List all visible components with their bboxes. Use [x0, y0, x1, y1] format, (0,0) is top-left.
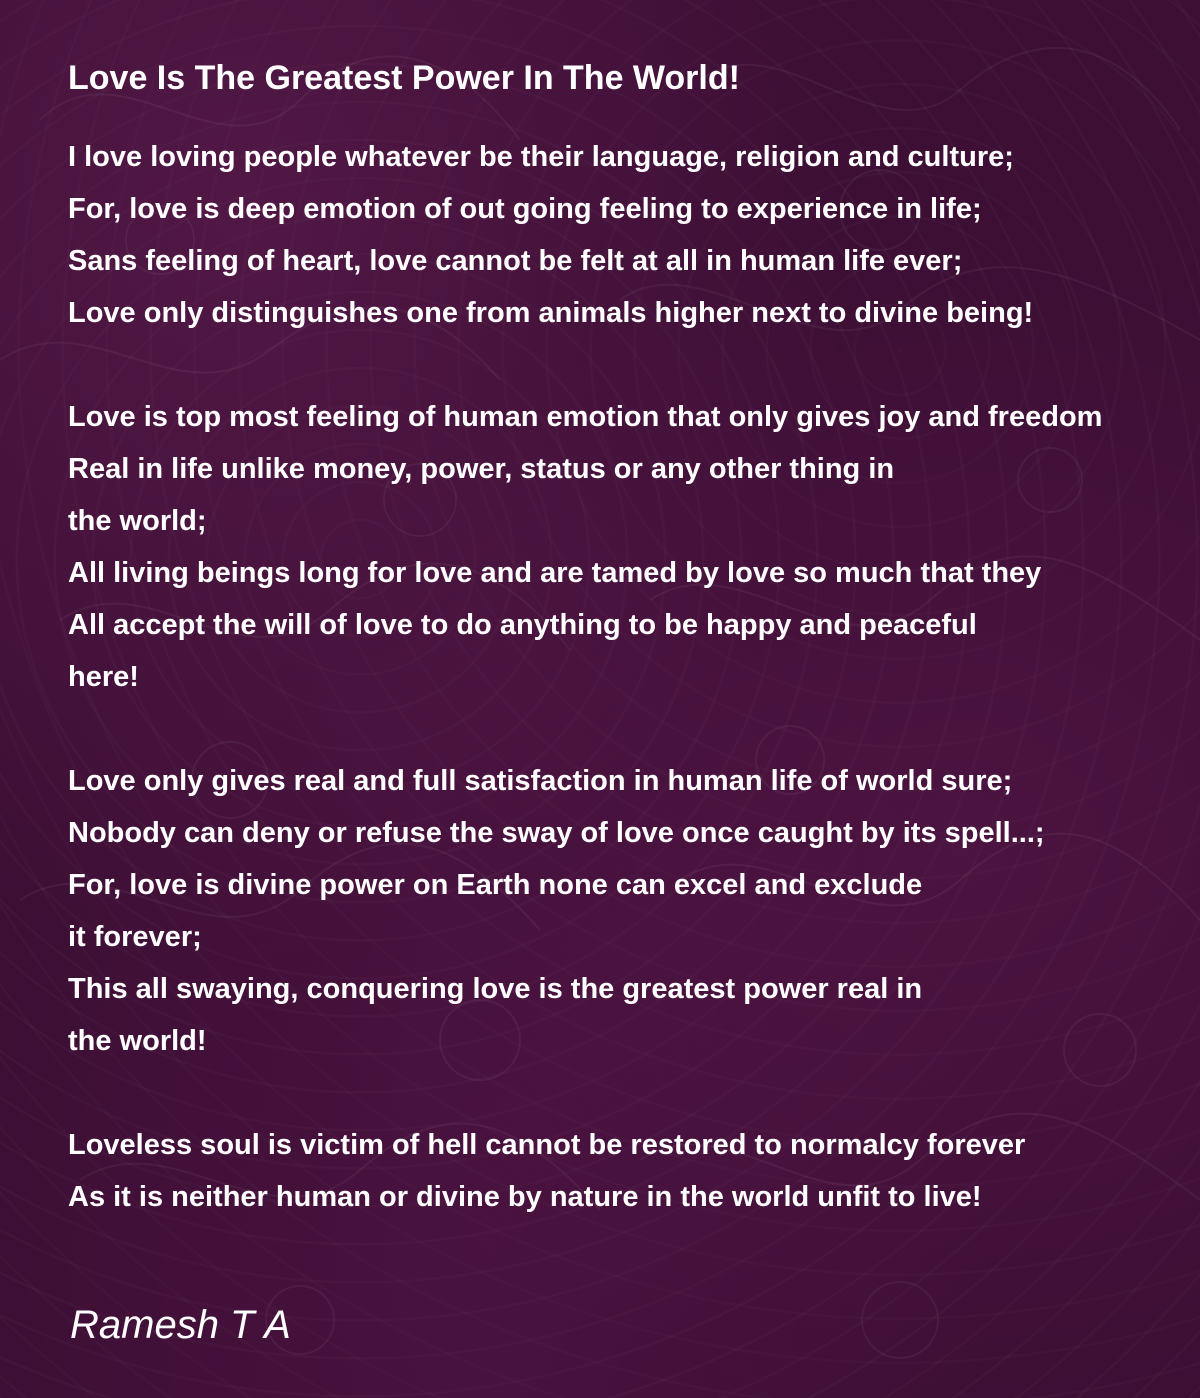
poem-line: Love is top most feeling of human emotion that only gives joy and freedom	[68, 401, 1103, 433]
poem-line: All living beings long for love and are tamed by love so much that they	[68, 557, 1042, 589]
poem-line: the world!	[68, 1025, 207, 1057]
poem-line: For, love is divine power on Earth none can excel and exclude	[68, 869, 923, 901]
poem-line: Real in life unlike money, power, status or any other thing in	[68, 453, 895, 485]
poem-line: Sans feeling of heart, love cannot be felt at all in human life ever;	[68, 245, 963, 277]
poem-line: All accept the will of love to do anything to be happy and peaceful	[68, 609, 977, 641]
poem-line: Love only distinguishes one from animals higher next to divine being!	[68, 297, 1034, 329]
poem-body	[68, 131, 1200, 1223]
poem-line: As it is neither human or divine by nature in the world unfit to live!	[68, 1181, 982, 1213]
stanza-gap	[68, 703, 1200, 755]
poem-line: the world;	[68, 505, 207, 537]
stanza-gap	[68, 1067, 1200, 1119]
poem-line: Loveless soul is victim of hell cannot be restored to normalcy forever	[68, 1129, 1026, 1161]
poem-line: it forever;	[68, 921, 202, 953]
poem-line: This all swaying, conquering love is the greatest power real in	[68, 973, 923, 1005]
poem-container	[68, 52, 1200, 1398]
poem-title: Love Is The Greatest Power In The World!	[68, 59, 740, 97]
poem-line: Nobody can deny or refuse the sway of love once caught by its spell...;	[68, 817, 1045, 849]
poem-line: I love loving people whatever be their language, religion and culture;	[68, 141, 1014, 173]
stanza-gap	[68, 339, 1200, 391]
poem-line: For, love is deep emotion of out going feeling to experience in life;	[68, 193, 982, 225]
stanza	[68, 755, 1200, 1067]
stanza	[68, 131, 1200, 339]
poem-author: Ramesh T A	[70, 1303, 291, 1347]
poem-line: Love only gives real and full satisfaction in human life of world sure;	[68, 765, 1013, 797]
stanza	[68, 1119, 1200, 1223]
poem-line: here!	[68, 661, 139, 693]
stanza	[68, 391, 1200, 703]
